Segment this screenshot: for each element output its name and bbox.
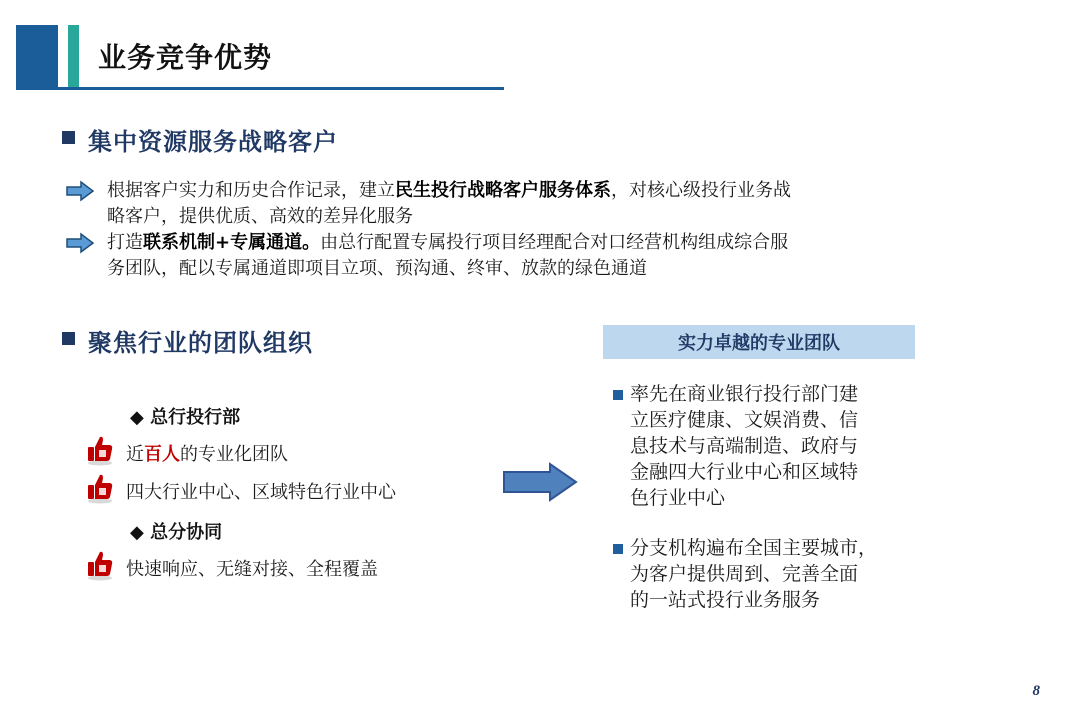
section-heading-industry-team: 聚焦行业的团队组织 bbox=[88, 329, 313, 357]
group1-heading-text: 总行投行部 bbox=[150, 407, 241, 428]
callout-point-2 bbox=[630, 535, 910, 613]
callout-point2-line: 的一站式投行业务服务 bbox=[630, 589, 821, 611]
diamond-icon: ◆ bbox=[130, 522, 144, 543]
group-heading-hq bbox=[130, 403, 240, 429]
callout-point1-line: 金融四大行业中心和区域特 bbox=[630, 461, 859, 483]
thumbs-up-icon bbox=[86, 434, 114, 466]
callout-point2-line: 为客户提供周到、完善全面 bbox=[630, 563, 859, 585]
bullet-paragraph-2 bbox=[107, 230, 922, 282]
callout-point1-line: 立医疗健康、文娱消费、信 bbox=[630, 409, 859, 431]
page-number: 8 bbox=[1032, 683, 1040, 699]
diamond-icon: ◆ bbox=[130, 407, 144, 428]
callout-label-professional-team: 实力卓越的专业团队 bbox=[603, 325, 915, 359]
bullet1-line2: 略客户，提供优质、高效的差异化服务 bbox=[107, 206, 413, 227]
header-underline bbox=[16, 87, 504, 90]
group2-heading-text: 总分协同 bbox=[150, 522, 223, 543]
square-bullet-icon bbox=[62, 332, 75, 345]
header-accent-bar-teal bbox=[68, 25, 79, 89]
team-item-2: 四大行业中心、区域特色行业中心 bbox=[126, 482, 396, 503]
callout-point1-line: 息技术与高端制造、政府与 bbox=[630, 435, 859, 457]
bullet2-line1-post: 由总行配置专属投行项目经理配合对口经营机构组成综合服 bbox=[320, 232, 789, 253]
callout-point1-line: 率先在商业银行投行部门建 bbox=[630, 383, 859, 405]
square-bullet-icon bbox=[62, 131, 75, 144]
thumbs-up-icon bbox=[86, 549, 114, 581]
thumbs-up-icon bbox=[86, 472, 114, 504]
team-item1-post: 的专业化团队 bbox=[180, 444, 288, 465]
group-heading-collab bbox=[130, 518, 222, 544]
team-item1-pre: 近 bbox=[126, 444, 144, 465]
big-right-arrow-icon bbox=[502, 462, 578, 502]
bullet1-line1-pre: 根据客户实力和历史合作记录，建立 bbox=[107, 180, 395, 201]
section-heading-strategic-clients: 集中资源服务战略客户 bbox=[88, 128, 338, 156]
right-arrow-icon bbox=[66, 232, 94, 254]
square-bullet-icon bbox=[613, 390, 623, 400]
square-bullet-icon bbox=[613, 544, 623, 554]
bullet1-bold: 民生投行战略客户服务体系 bbox=[395, 180, 611, 201]
slide-title: 业务竞争优势 bbox=[98, 41, 273, 74]
bullet-paragraph-1 bbox=[107, 178, 922, 230]
callout-point2-line: 分支机构遍布全国主要城市， bbox=[630, 537, 878, 559]
bullet2-line2: 务团队，配以专属通道即项目立项、预沟通、终审、放款的绿色通道 bbox=[107, 258, 647, 279]
header-accent-bar-blue bbox=[16, 25, 58, 89]
team-item-3: 快速响应、无缝对接、全程覆盖 bbox=[126, 559, 378, 580]
team-item1-highlight: 百人 bbox=[144, 444, 180, 465]
bullet2-line1-pre: 打造 bbox=[107, 232, 143, 253]
right-arrow-icon bbox=[66, 180, 94, 202]
team-item-1 bbox=[126, 440, 288, 466]
bullet2-bold: 联系机制+专属通道。 bbox=[143, 232, 321, 253]
callout-point1-line: 色行业中心 bbox=[630, 487, 726, 509]
bullet1-line1-post: ，对核心级投行业务战 bbox=[611, 180, 791, 201]
callout-point-1 bbox=[630, 381, 910, 511]
